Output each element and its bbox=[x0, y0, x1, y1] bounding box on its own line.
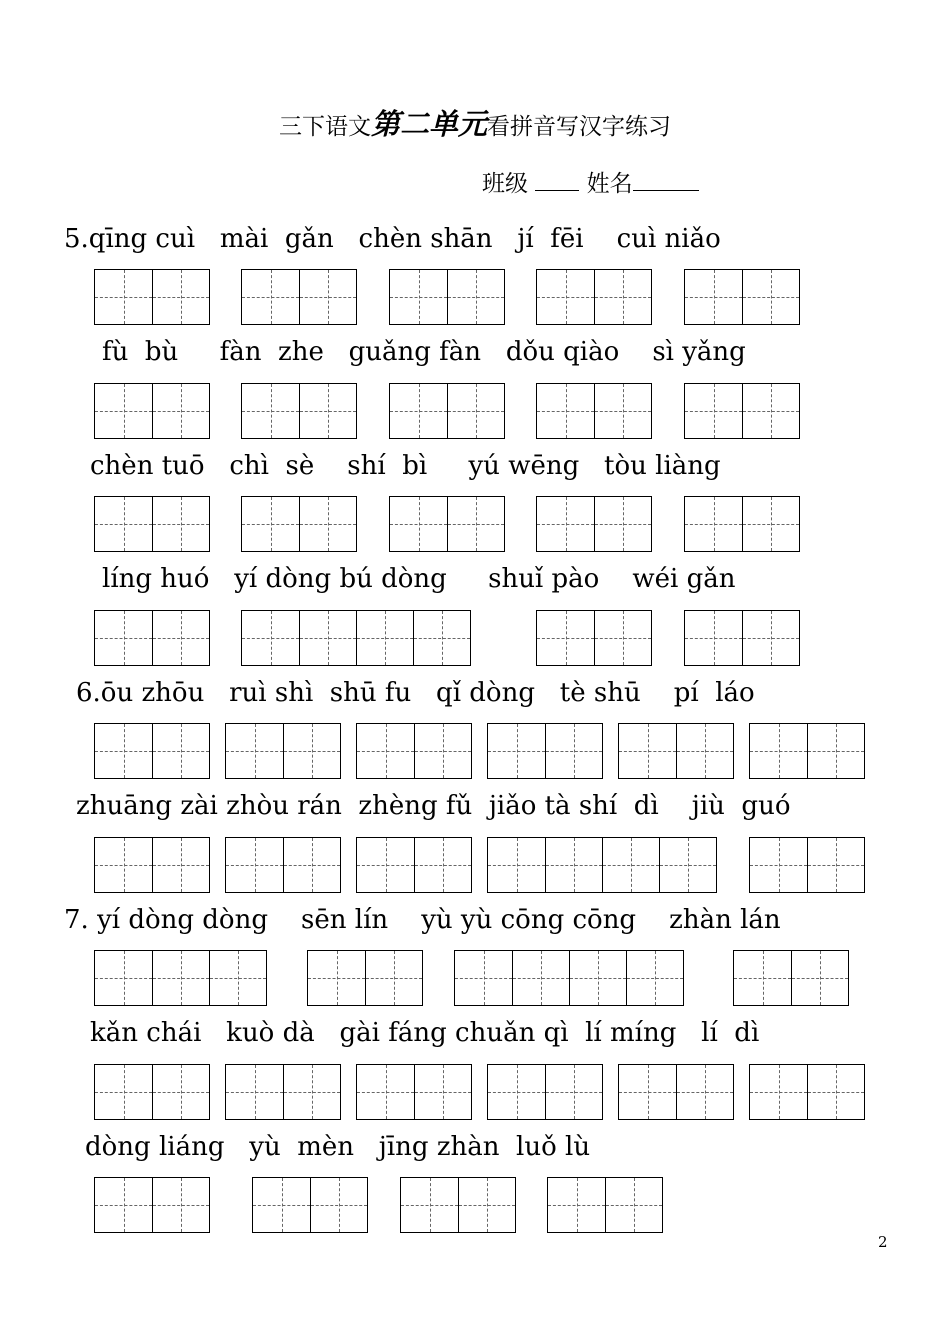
grid-cell bbox=[226, 724, 283, 778]
grid-cell bbox=[283, 724, 340, 778]
grid-cell bbox=[537, 611, 594, 665]
grid-cell bbox=[545, 1065, 602, 1119]
grid-cell bbox=[742, 611, 799, 665]
grid-cell bbox=[152, 838, 209, 892]
writing-grid bbox=[241, 269, 357, 325]
grid-cell bbox=[152, 1065, 209, 1119]
writing-grid bbox=[400, 1177, 516, 1233]
grid-cell bbox=[447, 384, 504, 438]
class-blank bbox=[535, 166, 579, 191]
writing-grid bbox=[356, 1064, 472, 1120]
writing-grid bbox=[733, 950, 849, 1006]
grid-cell bbox=[95, 951, 152, 1005]
writing-grid bbox=[225, 1064, 341, 1120]
page-number: 2 bbox=[878, 1233, 888, 1251]
grid-cell bbox=[390, 497, 447, 551]
grid-cell bbox=[512, 951, 569, 1005]
grid-cell bbox=[242, 497, 299, 551]
writing-grid bbox=[94, 837, 210, 893]
pinyin-line: 5.qīng cuì mài gǎn chèn shān jí fēi cuì niǎo bbox=[64, 224, 721, 254]
grid-cell bbox=[742, 497, 799, 551]
writing-grid bbox=[94, 1177, 210, 1233]
grid-cell bbox=[569, 951, 626, 1005]
grid-cell bbox=[357, 1065, 414, 1119]
pinyin-line: chèn tuō chì sè shí bì yú wēng tòu liàng bbox=[90, 451, 721, 481]
writing-grid bbox=[94, 1064, 210, 1120]
grid-cell bbox=[226, 1065, 283, 1119]
grid-cell bbox=[537, 270, 594, 324]
grid-cell bbox=[152, 951, 209, 1005]
page-title bbox=[0, 106, 950, 145]
writing-grid bbox=[356, 723, 472, 779]
grid-cell bbox=[594, 384, 651, 438]
writing-grid bbox=[618, 723, 734, 779]
writing-grid bbox=[389, 496, 505, 552]
pinyin-line: zhuāng zài zhòu rán zhèng fǔ jiǎo tà shí dì jiù guó bbox=[76, 791, 791, 821]
grid-cell bbox=[488, 1065, 545, 1119]
writing-grid bbox=[356, 837, 472, 893]
grid-cell bbox=[742, 384, 799, 438]
grid-cell bbox=[594, 497, 651, 551]
grid-cell bbox=[750, 1065, 807, 1119]
grid-cell bbox=[95, 1178, 152, 1232]
name-blank bbox=[633, 166, 699, 191]
writing-grid bbox=[307, 950, 423, 1006]
grid-cell bbox=[152, 270, 209, 324]
grid-cell bbox=[95, 497, 152, 551]
grid-cell bbox=[95, 270, 152, 324]
grid-cell bbox=[605, 1178, 662, 1232]
grid-cell bbox=[594, 611, 651, 665]
grid-cell bbox=[685, 611, 742, 665]
writing-grid bbox=[618, 1064, 734, 1120]
grid-cell bbox=[152, 497, 209, 551]
grid-cell bbox=[390, 270, 447, 324]
grid-cell bbox=[95, 1065, 152, 1119]
writing-grid bbox=[536, 610, 652, 666]
grid-cell bbox=[283, 838, 340, 892]
writing-grid bbox=[487, 723, 603, 779]
grid-cell bbox=[401, 1178, 458, 1232]
pinyin-line: 6.ōu zhōu ruì shì shū fu qǐ dòng tè shū pí láo bbox=[76, 678, 755, 708]
title-unit: 第二单元 bbox=[370, 107, 487, 141]
grid-cell bbox=[299, 384, 356, 438]
grid-cell bbox=[226, 838, 283, 892]
pinyin-line: fù bù fàn zhe guǎng fàn dǒu qiào sì yǎng bbox=[102, 337, 746, 367]
writing-grid bbox=[389, 383, 505, 439]
grid-cell bbox=[152, 724, 209, 778]
grid-cell bbox=[807, 1065, 864, 1119]
grid-cell bbox=[734, 951, 791, 1005]
grid-cell bbox=[742, 270, 799, 324]
class-label: 班级 bbox=[482, 171, 528, 197]
grid-cell bbox=[619, 724, 676, 778]
grid-cell bbox=[548, 1178, 605, 1232]
writing-grid bbox=[684, 269, 800, 325]
pinyin-line: dòng liáng yù mèn jīng zhàn luǒ lù bbox=[85, 1132, 591, 1162]
writing-grid bbox=[389, 269, 505, 325]
grid-cell bbox=[283, 1065, 340, 1119]
writing-grid bbox=[487, 1064, 603, 1120]
writing-grid bbox=[749, 1064, 865, 1120]
writing-grid bbox=[536, 383, 652, 439]
writing-grid bbox=[241, 610, 471, 666]
grid-cell bbox=[545, 838, 602, 892]
grid-cell bbox=[807, 724, 864, 778]
grid-cell bbox=[750, 724, 807, 778]
grid-cell bbox=[455, 951, 512, 1005]
grid-cell bbox=[447, 497, 504, 551]
pinyin-line: 7. yí dòng dòng sēn lín yù yù cōng cōng zhàn lán bbox=[64, 905, 781, 935]
grid-cell bbox=[659, 838, 716, 892]
grid-cell bbox=[95, 838, 152, 892]
writing-grid bbox=[94, 723, 210, 779]
grid-cell bbox=[626, 951, 683, 1005]
grid-cell bbox=[95, 611, 152, 665]
grid-cell bbox=[299, 497, 356, 551]
grid-cell bbox=[488, 724, 545, 778]
grid-cell bbox=[537, 384, 594, 438]
grid-cell bbox=[299, 270, 356, 324]
writing-grid bbox=[94, 269, 210, 325]
grid-cell bbox=[414, 1065, 471, 1119]
grid-cell bbox=[537, 497, 594, 551]
grid-cell bbox=[152, 1178, 209, 1232]
writing-grid bbox=[241, 496, 357, 552]
writing-grid bbox=[94, 950, 267, 1006]
grid-cell bbox=[308, 951, 365, 1005]
grid-cell bbox=[242, 270, 299, 324]
writing-grid bbox=[94, 496, 210, 552]
grid-cell bbox=[458, 1178, 515, 1232]
grid-cell bbox=[95, 384, 152, 438]
pinyin-line: líng huó yí dòng bú dòng shuǐ pào wéi gǎn bbox=[102, 564, 736, 594]
writing-grid bbox=[225, 723, 341, 779]
grid-cell bbox=[594, 270, 651, 324]
writing-grid bbox=[536, 269, 652, 325]
writing-grid bbox=[684, 610, 800, 666]
pinyin-line: kǎn chái kuò dà gài fáng chuǎn qì lí míng lí dì bbox=[90, 1018, 760, 1048]
title-suffix: 看拼音写汉字练习 bbox=[487, 114, 671, 140]
grid-cell bbox=[676, 1065, 733, 1119]
writing-grid bbox=[749, 837, 865, 893]
grid-cell bbox=[488, 838, 545, 892]
grid-cell bbox=[685, 270, 742, 324]
title-prefix: 三下语文 bbox=[278, 114, 371, 140]
grid-cell bbox=[685, 497, 742, 551]
writing-grid bbox=[547, 1177, 663, 1233]
grid-cell bbox=[413, 611, 470, 665]
writing-grid bbox=[241, 383, 357, 439]
grid-cell bbox=[310, 1178, 367, 1232]
writing-grid bbox=[487, 837, 717, 893]
name-label: 姓名 bbox=[586, 171, 633, 197]
writing-grid bbox=[94, 610, 210, 666]
grid-cell bbox=[356, 611, 413, 665]
grid-cell bbox=[365, 951, 422, 1005]
grid-cell bbox=[242, 611, 299, 665]
grid-cell bbox=[390, 384, 447, 438]
grid-cell bbox=[750, 838, 807, 892]
student-info bbox=[482, 166, 699, 200]
grid-cell bbox=[414, 838, 471, 892]
writing-grid bbox=[684, 383, 800, 439]
writing-grid bbox=[252, 1177, 368, 1233]
grid-cell bbox=[545, 724, 602, 778]
grid-cell bbox=[357, 838, 414, 892]
writing-grid bbox=[225, 837, 341, 893]
grid-cell bbox=[242, 384, 299, 438]
grid-cell bbox=[152, 384, 209, 438]
writing-grid bbox=[684, 496, 800, 552]
grid-cell bbox=[357, 724, 414, 778]
grid-cell bbox=[299, 611, 356, 665]
grid-cell bbox=[209, 951, 266, 1005]
grid-cell bbox=[685, 384, 742, 438]
grid-cell bbox=[791, 951, 848, 1005]
writing-grid bbox=[94, 383, 210, 439]
grid-cell bbox=[447, 270, 504, 324]
grid-cell bbox=[95, 724, 152, 778]
writing-grid bbox=[749, 723, 865, 779]
grid-cell bbox=[602, 838, 659, 892]
grid-cell bbox=[619, 1065, 676, 1119]
grid-cell bbox=[253, 1178, 310, 1232]
writing-grid bbox=[454, 950, 684, 1006]
grid-cell bbox=[807, 838, 864, 892]
grid-cell bbox=[414, 724, 471, 778]
writing-grid bbox=[536, 496, 652, 552]
grid-cell bbox=[676, 724, 733, 778]
grid-cell bbox=[152, 611, 209, 665]
